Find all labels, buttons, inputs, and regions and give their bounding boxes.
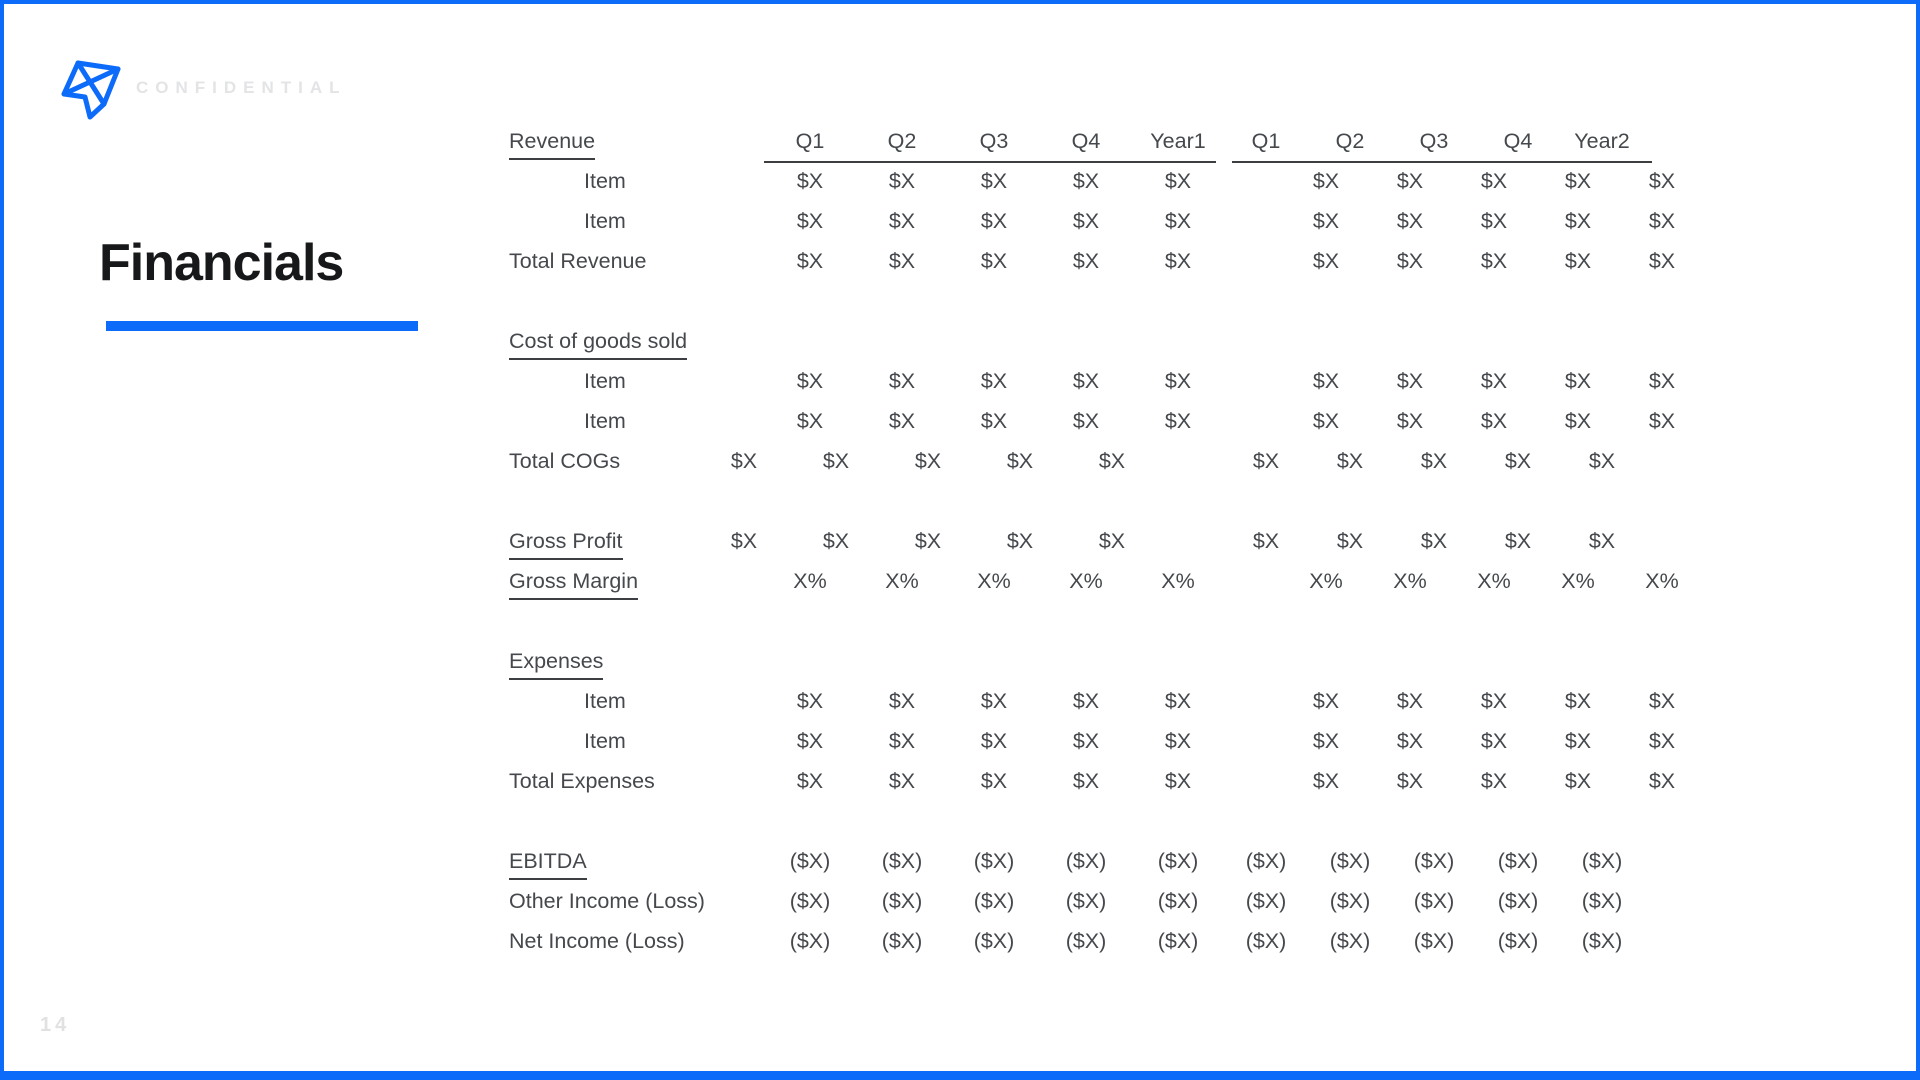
item-row bbox=[509, 161, 1709, 201]
value-cell: $X bbox=[1312, 768, 1340, 793]
value-cell: $X bbox=[1648, 728, 1676, 753]
row-label bbox=[509, 769, 764, 794]
value-cell: $X bbox=[980, 768, 1008, 793]
row-label-text: Gross Margin bbox=[509, 569, 638, 600]
value-cell: $X bbox=[1648, 208, 1676, 233]
value-cell: $X bbox=[1480, 728, 1508, 753]
value-cell: $X bbox=[1164, 368, 1192, 393]
row-label bbox=[509, 249, 764, 274]
value-cell: $X bbox=[1396, 248, 1424, 273]
value-cell: $X bbox=[1396, 688, 1424, 713]
value-cell: ($X) bbox=[973, 888, 1015, 913]
value-cell: $X bbox=[1396, 408, 1424, 433]
total-row bbox=[509, 441, 1709, 481]
value-cell: $X bbox=[980, 168, 1008, 193]
value-cell: $X bbox=[1564, 168, 1592, 193]
quarter-group bbox=[764, 249, 1224, 274]
item-row bbox=[509, 401, 1709, 441]
value-cell: X% bbox=[1393, 568, 1427, 593]
total-row bbox=[509, 881, 1709, 921]
value-cell: $X bbox=[1480, 768, 1508, 793]
row-label bbox=[509, 929, 764, 954]
row-label-text: EBITDA bbox=[509, 849, 587, 880]
value-cell: $X bbox=[1336, 528, 1364, 553]
section-row bbox=[509, 641, 1709, 681]
spacer-row bbox=[509, 481, 1709, 521]
total-row bbox=[509, 921, 1709, 961]
value-cell: $X bbox=[1072, 688, 1100, 713]
value-cell: $X bbox=[1480, 248, 1508, 273]
value-cell: $X bbox=[980, 368, 1008, 393]
item-row bbox=[509, 681, 1709, 721]
row-label bbox=[509, 409, 764, 434]
value-cell: $X bbox=[1648, 408, 1676, 433]
title-block bbox=[99, 236, 418, 331]
spacer-row bbox=[509, 601, 1709, 641]
value-cell: ($X) bbox=[1581, 888, 1623, 913]
quarter-group bbox=[764, 169, 1224, 194]
value-cell: $X bbox=[914, 448, 942, 473]
value-cell: $X bbox=[1396, 208, 1424, 233]
value-cell: X% bbox=[1161, 568, 1195, 593]
value-cell: $X bbox=[796, 688, 824, 713]
value-cell: $X bbox=[1648, 688, 1676, 713]
value-cell: $X bbox=[1588, 528, 1616, 553]
value-cell: $X bbox=[730, 528, 758, 553]
value-cell: $X bbox=[888, 768, 916, 793]
value-cell: X% bbox=[793, 568, 827, 593]
value-cell: $X bbox=[1312, 728, 1340, 753]
value-cell: Q2 bbox=[1335, 128, 1365, 153]
value-cell: $X bbox=[980, 688, 1008, 713]
paper-plane-logo-icon bbox=[60, 58, 124, 122]
value-cell: $X bbox=[730, 448, 758, 473]
value-cell: $X bbox=[914, 528, 942, 553]
value-cell: $X bbox=[980, 728, 1008, 753]
value-cell: $X bbox=[1396, 368, 1424, 393]
page-title: Financials bbox=[99, 234, 344, 292]
value-cell: ($X) bbox=[1329, 848, 1371, 873]
quarter-group bbox=[1224, 529, 1644, 554]
value-cell: $X bbox=[1564, 248, 1592, 273]
title-accent-bar bbox=[106, 321, 418, 331]
value-cell: ($X) bbox=[1581, 848, 1623, 873]
row-label-text: Gross Profit bbox=[509, 529, 623, 560]
section-row bbox=[509, 521, 1709, 561]
row-label bbox=[509, 729, 764, 754]
quarter-group bbox=[764, 409, 1224, 434]
value-cell: $X bbox=[888, 408, 916, 433]
value-cell: $X bbox=[1420, 448, 1448, 473]
value-cell: ($X) bbox=[1065, 848, 1107, 873]
value-cell: $X bbox=[1072, 368, 1100, 393]
quarter-group bbox=[1224, 449, 1644, 474]
value-cell: $X bbox=[796, 408, 824, 433]
row-label bbox=[509, 889, 764, 914]
quarter-group bbox=[764, 369, 1224, 394]
value-cell: ($X) bbox=[1497, 888, 1539, 913]
quarter-group bbox=[1284, 689, 1704, 714]
value-cell: $X bbox=[822, 448, 850, 473]
value-cell: $X bbox=[1006, 448, 1034, 473]
row-label bbox=[509, 329, 764, 354]
quarter-group bbox=[764, 769, 1224, 794]
header-row bbox=[509, 121, 1709, 161]
section-row bbox=[509, 561, 1709, 601]
value-cell: $X bbox=[888, 248, 916, 273]
value-cell: Year2 bbox=[1574, 128, 1630, 153]
value-cell: ($X) bbox=[881, 888, 923, 913]
value-cell: X% bbox=[885, 568, 919, 593]
value-cell: $X bbox=[888, 728, 916, 753]
quarter-group bbox=[1224, 849, 1644, 874]
value-cell: $X bbox=[1164, 168, 1192, 193]
row-label-text: Total Expenses bbox=[509, 768, 655, 793]
value-cell: ($X) bbox=[1157, 888, 1199, 913]
value-cell: ($X) bbox=[973, 928, 1015, 953]
value-cell: ($X) bbox=[1245, 888, 1287, 913]
value-cell: ($X) bbox=[1329, 888, 1371, 913]
value-cell: $X bbox=[980, 248, 1008, 273]
value-cell: ($X) bbox=[1329, 928, 1371, 953]
value-cell: $X bbox=[1588, 448, 1616, 473]
quarter-group bbox=[764, 209, 1224, 234]
value-cell: $X bbox=[1480, 208, 1508, 233]
value-cell: $X bbox=[1072, 208, 1100, 233]
value-cell: $X bbox=[1312, 248, 1340, 273]
value-cell: ($X) bbox=[1245, 848, 1287, 873]
value-cell: $X bbox=[1164, 768, 1192, 793]
row-label-text: Revenue bbox=[509, 129, 595, 160]
value-cell: $X bbox=[1564, 688, 1592, 713]
value-cell: $X bbox=[1648, 248, 1676, 273]
quarter-group bbox=[1284, 769, 1704, 794]
value-cell: $X bbox=[888, 688, 916, 713]
section-row bbox=[509, 841, 1709, 881]
page-number: 14 bbox=[40, 1014, 71, 1036]
value-cell: $X bbox=[1312, 408, 1340, 433]
value-cell: $X bbox=[1480, 168, 1508, 193]
value-cell: $X bbox=[1164, 688, 1192, 713]
value-cell: $X bbox=[796, 248, 824, 273]
value-cell: $X bbox=[1312, 208, 1340, 233]
value-cell: $X bbox=[888, 208, 916, 233]
item-row bbox=[509, 721, 1709, 761]
value-cell: $X bbox=[1164, 728, 1192, 753]
value-cell: $X bbox=[1480, 688, 1508, 713]
value-cell: $X bbox=[1164, 208, 1192, 233]
value-cell: ($X) bbox=[881, 928, 923, 953]
quarter-group bbox=[1224, 889, 1644, 914]
value-cell: $X bbox=[796, 208, 824, 233]
value-cell: X% bbox=[1561, 568, 1595, 593]
value-cell: $X bbox=[1396, 168, 1424, 193]
quarter-group bbox=[698, 529, 1158, 554]
value-cell: $X bbox=[1648, 768, 1676, 793]
row-label-text: Item bbox=[584, 408, 626, 433]
value-cell: $X bbox=[1072, 728, 1100, 753]
item-row bbox=[509, 361, 1709, 401]
value-cell: ($X) bbox=[1065, 888, 1107, 913]
value-cell: $X bbox=[1072, 248, 1100, 273]
value-cell: Q1 bbox=[795, 128, 825, 153]
value-cell: $X bbox=[1564, 368, 1592, 393]
value-cell: X% bbox=[1645, 568, 1679, 593]
value-cell: $X bbox=[1098, 448, 1126, 473]
quarter-group bbox=[764, 729, 1224, 754]
value-cell: $X bbox=[1564, 728, 1592, 753]
value-cell: $X bbox=[888, 368, 916, 393]
value-cell: ($X) bbox=[881, 848, 923, 873]
quarter-group bbox=[764, 849, 1224, 874]
value-cell: ($X) bbox=[1065, 928, 1107, 953]
row-label-text: Other Income (Loss) bbox=[509, 888, 705, 913]
row-label-text: Expenses bbox=[509, 649, 603, 680]
value-cell: Year1 bbox=[1150, 128, 1206, 153]
value-cell: ($X) bbox=[789, 928, 831, 953]
value-cell: $X bbox=[1072, 168, 1100, 193]
financial-table bbox=[509, 121, 1709, 961]
quarter-group bbox=[1224, 129, 1644, 154]
row-label bbox=[509, 849, 764, 874]
value-cell: $X bbox=[1396, 728, 1424, 753]
value-cell: ($X) bbox=[1581, 928, 1623, 953]
item-row bbox=[509, 201, 1709, 241]
quarter-group bbox=[1284, 569, 1704, 594]
row-label-text: Item bbox=[584, 728, 626, 753]
value-cell: ($X) bbox=[1157, 848, 1199, 873]
value-cell: ($X) bbox=[1413, 848, 1455, 873]
value-cell: X% bbox=[1477, 568, 1511, 593]
quarter-group bbox=[764, 929, 1224, 954]
total-row bbox=[509, 761, 1709, 801]
spacer-row bbox=[509, 281, 1709, 321]
quarter-group bbox=[1284, 249, 1704, 274]
value-cell: ($X) bbox=[1497, 848, 1539, 873]
row-label bbox=[509, 649, 764, 674]
value-cell: Q1 bbox=[1251, 128, 1281, 153]
row-label bbox=[509, 369, 764, 394]
row-label-text: Item bbox=[584, 688, 626, 713]
row-label-text: Total Revenue bbox=[509, 248, 647, 273]
value-cell: $X bbox=[1312, 368, 1340, 393]
spacer-row bbox=[509, 801, 1709, 841]
value-cell: $X bbox=[1312, 688, 1340, 713]
row-label bbox=[509, 169, 764, 194]
row-label-text: Item bbox=[584, 208, 626, 233]
value-cell: $X bbox=[1480, 408, 1508, 433]
value-cell: $X bbox=[796, 728, 824, 753]
quarter-group bbox=[764, 129, 1224, 154]
section-row bbox=[509, 321, 1709, 361]
row-label-text: Cost of goods sold bbox=[509, 329, 687, 360]
value-cell: $X bbox=[1420, 528, 1448, 553]
value-cell: $X bbox=[1504, 528, 1532, 553]
value-cell: ($X) bbox=[1245, 928, 1287, 953]
value-cell: $X bbox=[1252, 528, 1280, 553]
value-cell: $X bbox=[1480, 368, 1508, 393]
quarter-group bbox=[764, 569, 1224, 594]
quarter-group bbox=[1284, 409, 1704, 434]
value-cell: Q4 bbox=[1071, 128, 1101, 153]
value-cell: Q2 bbox=[887, 128, 917, 153]
value-cell: Q3 bbox=[979, 128, 1009, 153]
value-cell: X% bbox=[977, 568, 1011, 593]
quarter-group bbox=[1284, 209, 1704, 234]
quarter-group bbox=[1284, 169, 1704, 194]
value-cell: ($X) bbox=[1413, 888, 1455, 913]
value-cell: $X bbox=[1164, 248, 1192, 273]
value-cell: $X bbox=[1252, 448, 1280, 473]
value-cell: Q3 bbox=[1419, 128, 1449, 153]
value-cell: $X bbox=[1336, 448, 1364, 473]
row-label-text: Net Income (Loss) bbox=[509, 928, 685, 953]
value-cell: ($X) bbox=[1413, 928, 1455, 953]
value-cell: X% bbox=[1309, 568, 1343, 593]
value-cell: $X bbox=[1564, 768, 1592, 793]
row-label bbox=[509, 209, 764, 234]
value-cell: ($X) bbox=[973, 848, 1015, 873]
value-cell: $X bbox=[1072, 408, 1100, 433]
value-cell: $X bbox=[1312, 168, 1340, 193]
value-cell: $X bbox=[1072, 768, 1100, 793]
value-cell: $X bbox=[980, 208, 1008, 233]
quarter-group bbox=[764, 889, 1224, 914]
value-cell: ($X) bbox=[1497, 928, 1539, 953]
value-cell: $X bbox=[1098, 528, 1126, 553]
value-cell: $X bbox=[1648, 168, 1676, 193]
row-label-text: Item bbox=[584, 168, 626, 193]
value-cell: $X bbox=[1164, 408, 1192, 433]
total-row bbox=[509, 241, 1709, 281]
row-label bbox=[509, 569, 764, 594]
value-cell: X% bbox=[1069, 568, 1103, 593]
quarter-group bbox=[1284, 369, 1704, 394]
value-cell: $X bbox=[1504, 448, 1532, 473]
confidential-label: CONFIDENTIAL bbox=[136, 78, 347, 97]
value-cell: $X bbox=[980, 408, 1008, 433]
value-cell: $X bbox=[1564, 408, 1592, 433]
quarter-group bbox=[764, 689, 1224, 714]
value-cell: $X bbox=[1396, 768, 1424, 793]
value-cell: $X bbox=[1564, 208, 1592, 233]
row-label bbox=[509, 129, 764, 154]
value-cell: ($X) bbox=[789, 848, 831, 873]
value-cell: $X bbox=[796, 768, 824, 793]
value-cell: Q4 bbox=[1503, 128, 1533, 153]
value-cell: $X bbox=[888, 168, 916, 193]
value-cell: $X bbox=[1006, 528, 1034, 553]
value-cell: $X bbox=[1648, 368, 1676, 393]
value-cell: ($X) bbox=[1157, 928, 1199, 953]
row-label bbox=[509, 689, 764, 714]
row-label-text: Item bbox=[584, 368, 626, 393]
value-cell: ($X) bbox=[789, 888, 831, 913]
value-cell: $X bbox=[822, 528, 850, 553]
row-label-text: Total COGs bbox=[509, 448, 621, 473]
value-cell: $X bbox=[796, 168, 824, 193]
quarter-group bbox=[698, 449, 1158, 474]
quarter-group bbox=[1224, 929, 1644, 954]
quarter-group bbox=[1284, 729, 1704, 754]
value-cell: $X bbox=[796, 368, 824, 393]
